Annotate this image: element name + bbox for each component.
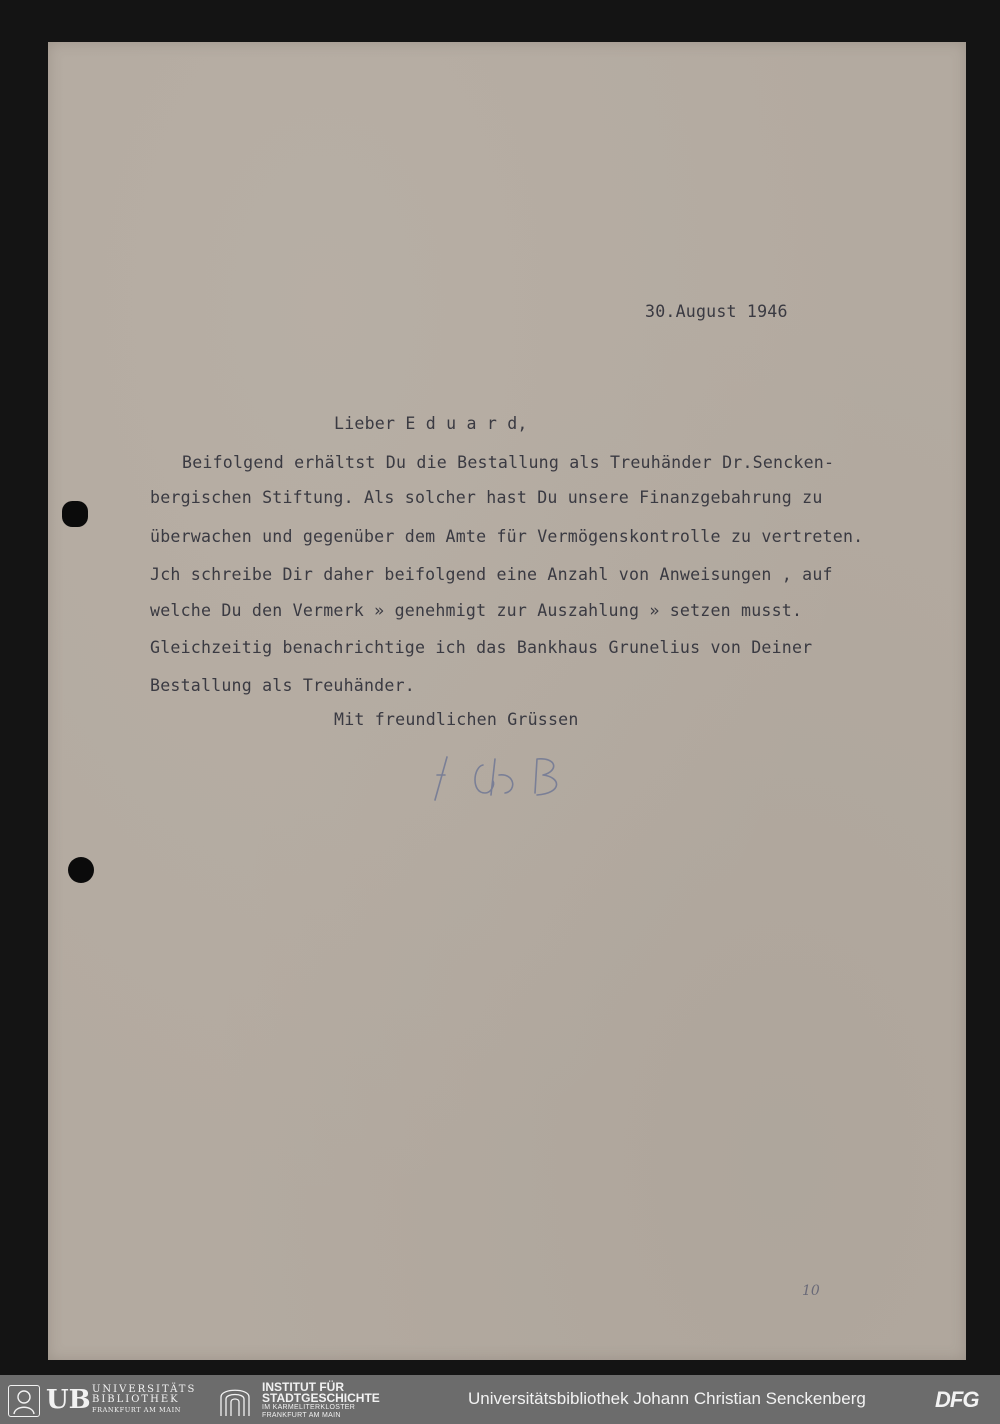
arch-icon — [218, 1383, 252, 1417]
isg-line3: IM KARMELITERKLOSTER — [262, 1404, 356, 1411]
ub-wordmark — [92, 1385, 196, 1415]
letter-salutation: Lieber E d u a r d, — [334, 414, 528, 433]
ub-letters: UB — [46, 1385, 91, 1415]
isg-line2: STADTGESCHICHTE — [262, 1391, 380, 1405]
ub-logo — [8, 1383, 198, 1417]
ub-line1: UNIVERSITÄTS — [92, 1384, 197, 1395]
isg-line1: INSTITUT FÜR — [262, 1380, 344, 1394]
ub-line3: FRANKFURT AM MAIN — [92, 1406, 182, 1414]
dfg-logo: DFG — [935, 1387, 979, 1412]
letter-body-line: welche Du den Vermerk » genehmigt zur Auszahlung » setzen musst. — [150, 601, 803, 620]
letter-body-line: überwachen und gegenüber dem Amte für Vermögenskontrolle zu vertreten. — [150, 527, 864, 546]
ub-portrait-icon — [8, 1385, 40, 1417]
letter-body-line: Gleichzeitig benachrichtige ich das Bankhaus Grunelius von Deiner — [150, 638, 813, 657]
page-number: 10 — [802, 1283, 820, 1299]
letter-paper — [48, 42, 966, 1360]
ub-line2: BIBLIOTHEK — [92, 1394, 180, 1405]
punch-hole-bottom — [68, 857, 94, 883]
footer-bar — [0, 1375, 1000, 1424]
isg-logo — [218, 1381, 408, 1419]
isg-line4: FRANKFURT AM MAIN — [262, 1412, 341, 1419]
letter-closing: Mit freundlichen Grüssen — [334, 710, 579, 729]
isg-wordmark — [262, 1382, 380, 1420]
footer-library-title: Universitätsbibliothek Johann Christian Senckenberg — [468, 1389, 866, 1408]
letter-body-line: Bestallung als Treuhänder. — [150, 676, 415, 695]
letter-body-line: Jch schreibe Dir daher beifolgend eine Anzahl von Anweisungen , auf — [150, 565, 833, 584]
handwritten-signature — [425, 745, 625, 825]
letter-body-line: bergischen Stiftung. Als solcher hast Du unsere Finanzgebahrung zu — [150, 488, 823, 507]
letter-body-line: Beifolgend erhältst Du die Bestallung als Treuhänder Dr.Sencken- — [182, 453, 835, 472]
letter-date: 30.August 1946 — [645, 302, 788, 321]
punch-hole-top — [62, 501, 88, 527]
